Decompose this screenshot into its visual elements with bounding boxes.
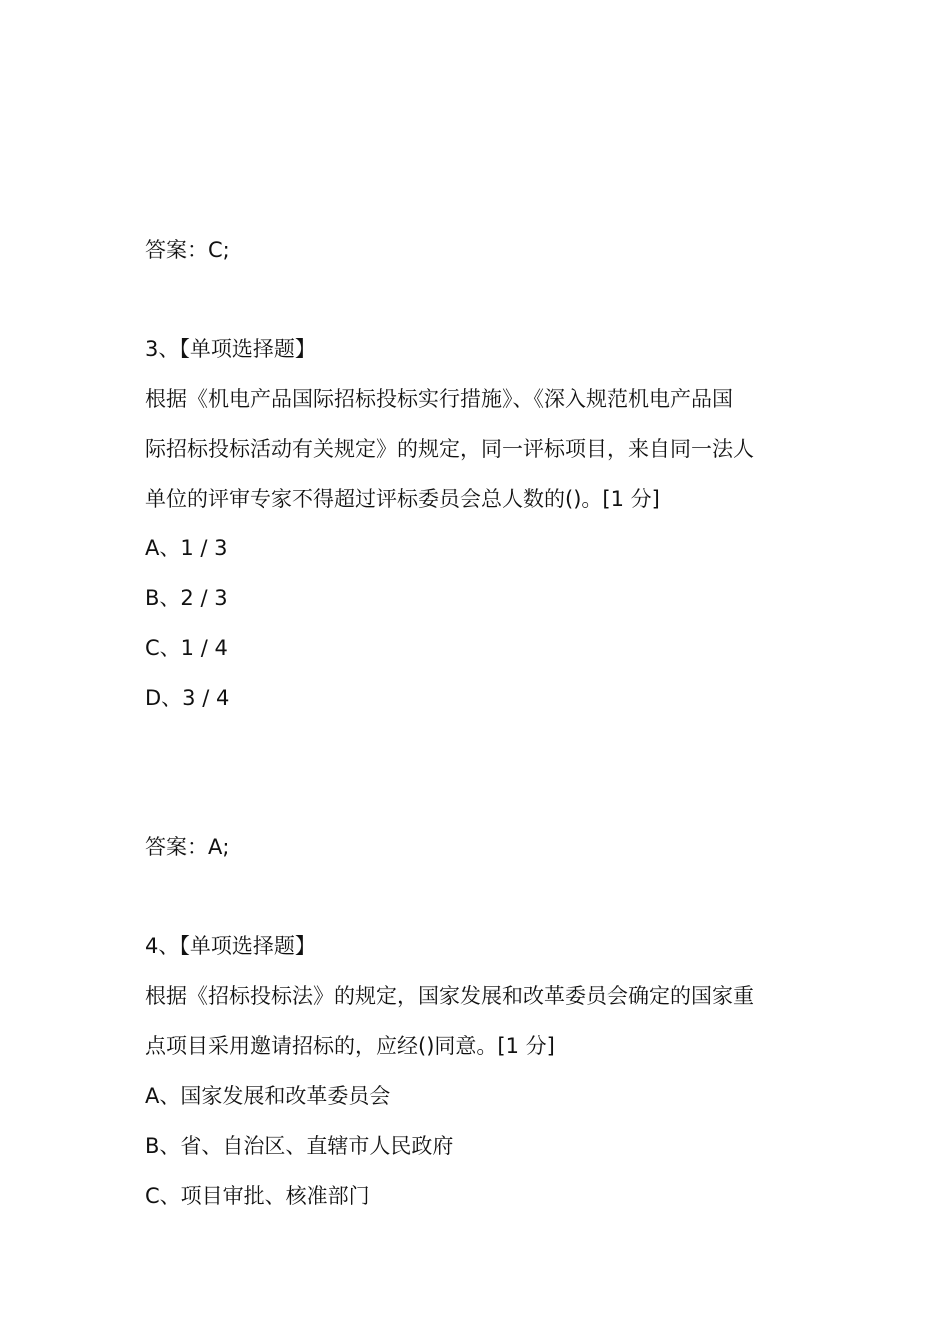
question-3-header: 3、【单项选择题】 bbox=[145, 337, 316, 361]
question-3-option-c: C、1 / 4 bbox=[145, 636, 228, 660]
question-3-option-d: D、3 / 4 bbox=[145, 686, 230, 710]
question-3-option-b: B、2 / 3 bbox=[145, 586, 228, 610]
question-4-option-b: B、省、自治区、直辖市人民政府 bbox=[145, 1134, 454, 1158]
question-4-header: 4、【单项选择题】 bbox=[145, 934, 316, 958]
question-4-option-c: C、项目审批、核准部门 bbox=[145, 1184, 370, 1208]
question-3-option-a: A、1 / 3 bbox=[145, 536, 228, 560]
question-3-stem-line-2: 际招标投标活动有关规定》的规定，同一评标项目，来自同一法人 bbox=[145, 437, 754, 461]
previous-answer: 答案：C; bbox=[145, 238, 230, 262]
question-4-stem-line-2: 点项目采用邀请招标的，应经()同意。[1 分] bbox=[145, 1034, 555, 1058]
question-3-stem-line-3: 单位的评审专家不得超过评标委员会总人数的()。[1 分] bbox=[145, 487, 660, 511]
question-4-stem-line-1: 根据《招标投标法》的规定，国家发展和改革委员会确定的国家重 bbox=[145, 984, 754, 1008]
question-3-answer: 答案：A; bbox=[145, 835, 230, 859]
question-3-stem-line-1: 根据《机电产品国际招标投标实行措施》、《深入规范机电产品国 bbox=[145, 387, 733, 411]
question-4-option-a: A、国家发展和改革委员会 bbox=[145, 1084, 391, 1108]
